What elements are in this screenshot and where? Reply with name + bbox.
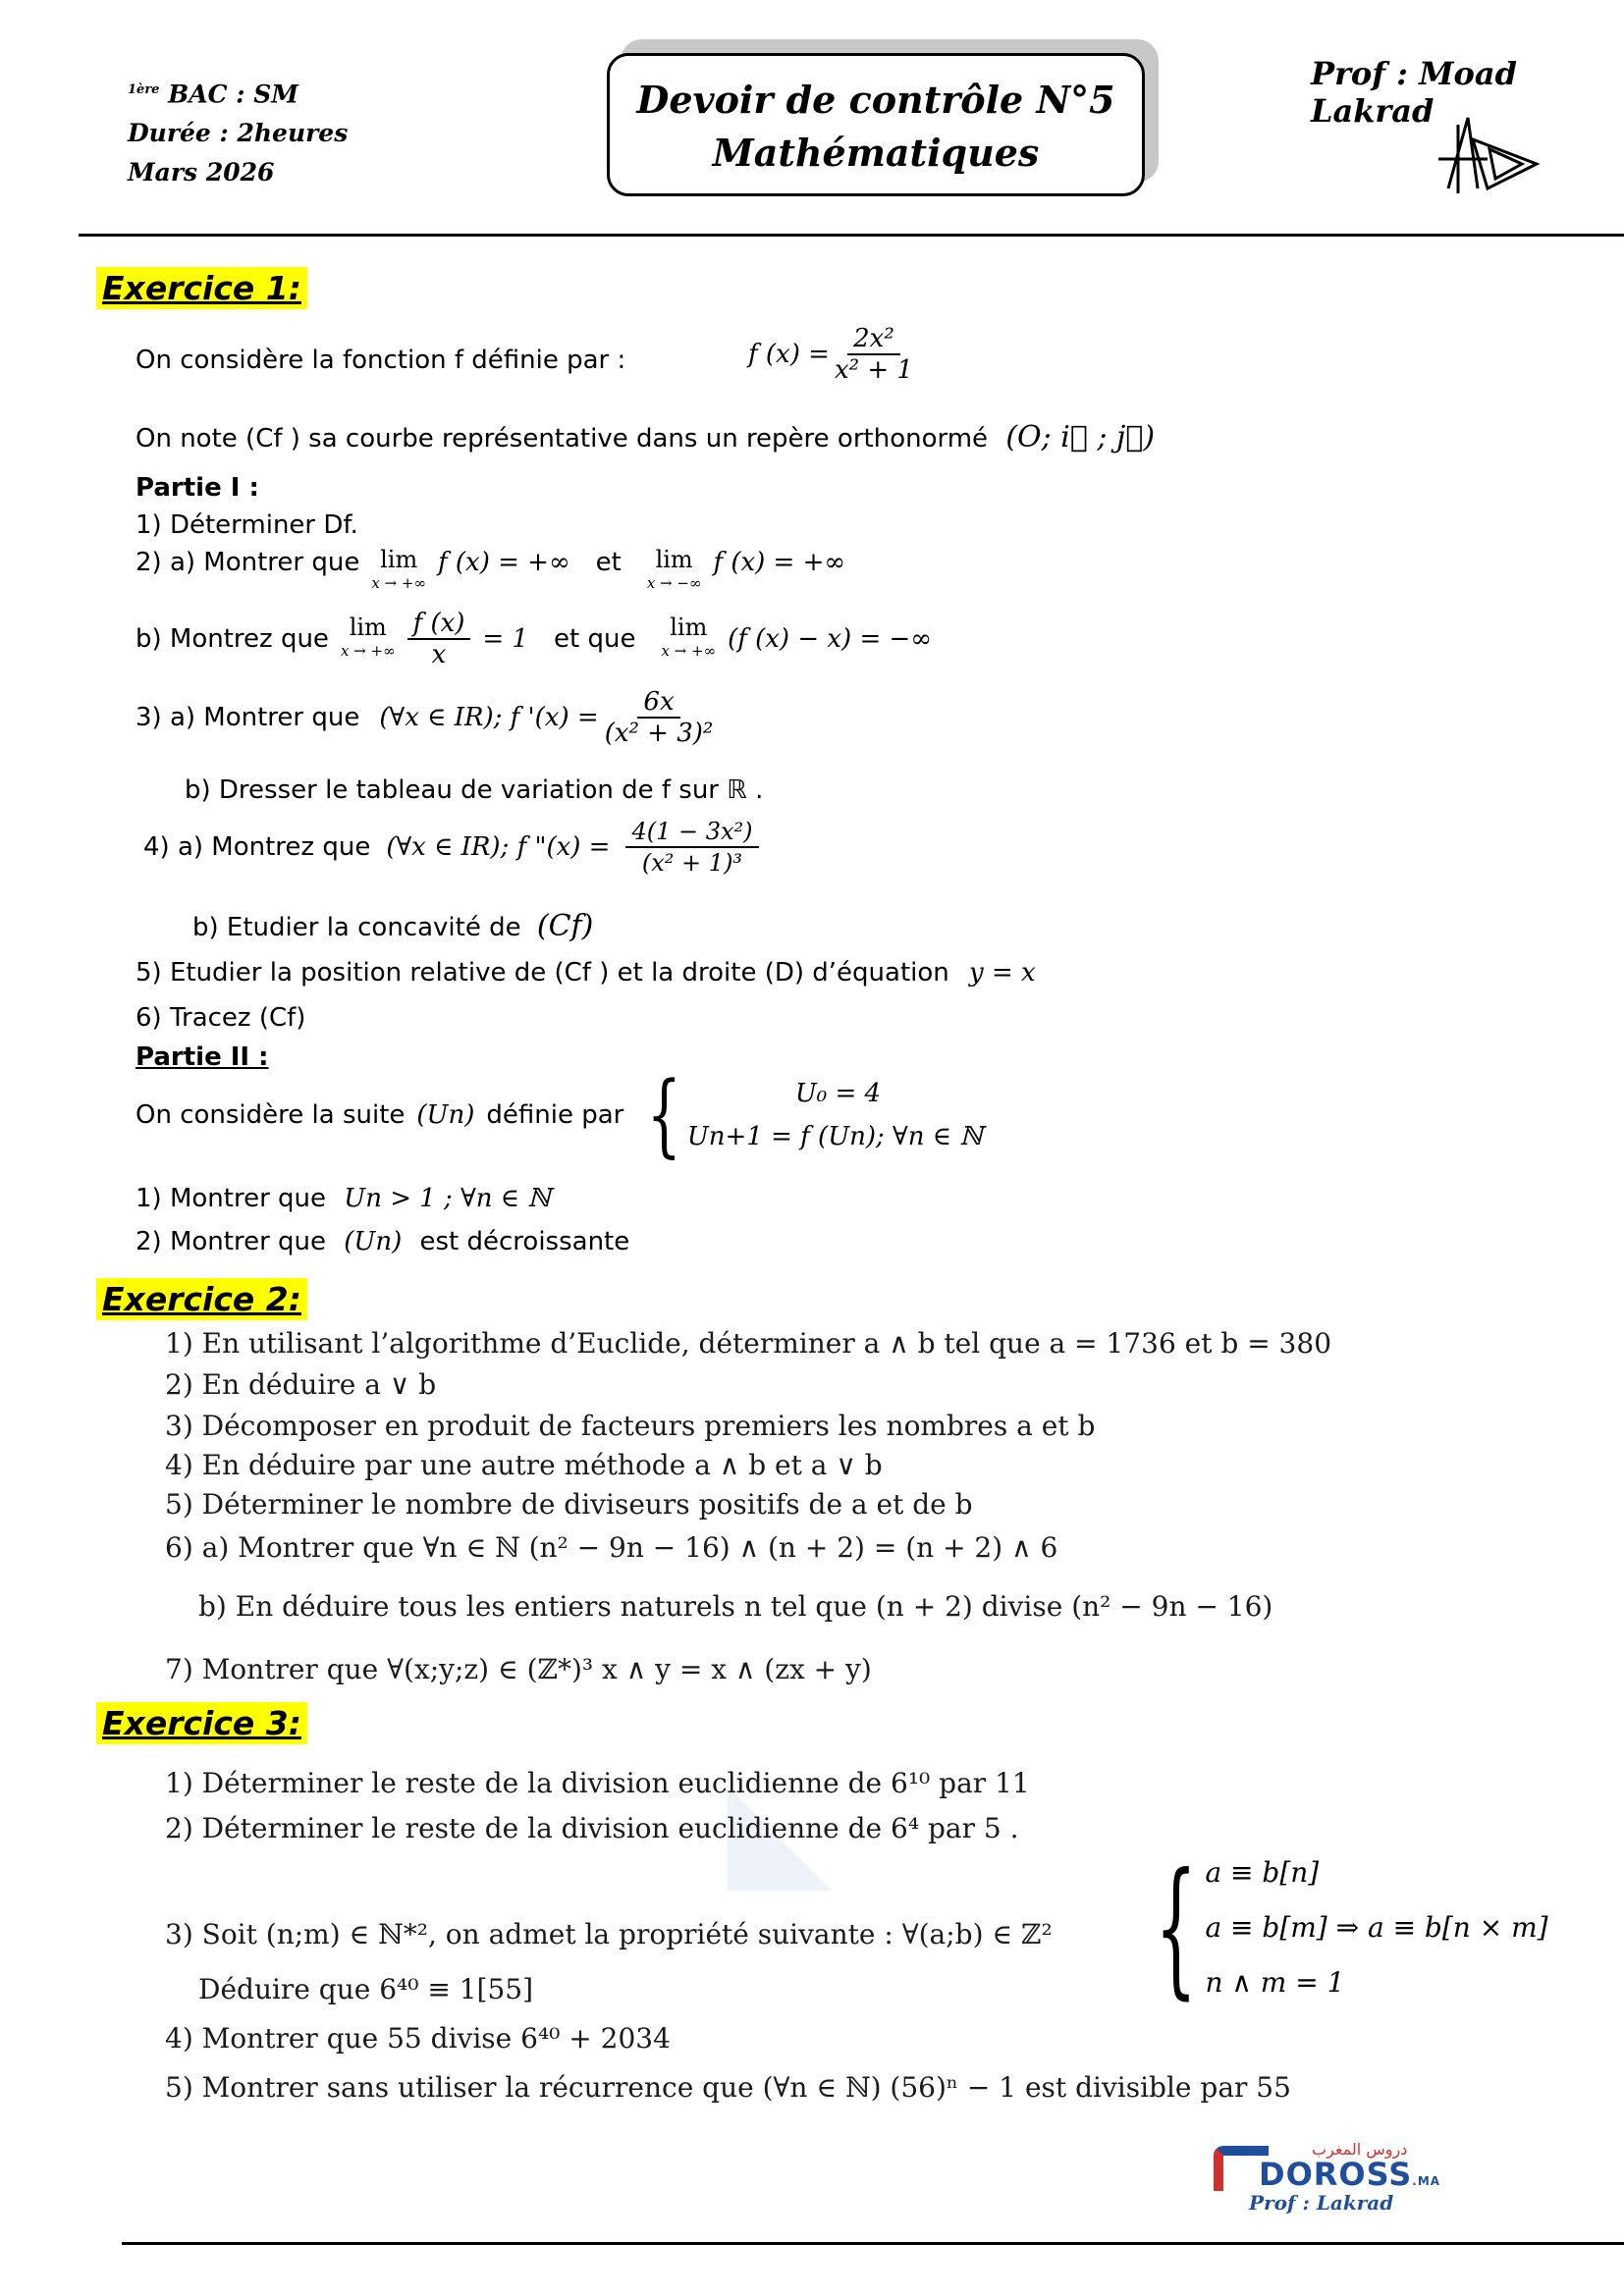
ex1-q4b: b) Etudier la concavité de (Cf) (192, 909, 594, 943)
ex2-q1: 1) En utilisant l’algorithme d’Euclide, déterminer a ∧ b tel que a = 1736 et b = 380 (165, 1327, 1332, 1360)
header-rule (79, 234, 1624, 237)
ex1-q2b: b) Montrez que lim x → +∞ $\frac{f (x)}{x}$ = 1 et que lim x → +∞ (f (x) − x) = −∞ (135, 609, 932, 669)
ex1-f-definition: f (x) = $\frac{\text{2x²}}{\text{x² + 1}}$ (748, 324, 913, 385)
ex1-q2a: 2) a) Montrer que lim x → +∞ f (x) = +∞ et lim x → −∞ f (x) = +∞ (135, 546, 846, 592)
part1-title: Partie I : (135, 473, 259, 503)
system-line-1: a ≡ b[n] (1205, 1856, 1320, 1889)
exercise-2-title: Exercice 2: (96, 1278, 307, 1320)
page-title: Devoir de contrôle N°5 (636, 78, 1115, 122)
duration: Durée : 2heures (128, 119, 349, 148)
title-box (607, 53, 1145, 196)
ex3-q3: 3) Soit (n;m) ∈ ℕ*², on admet la propriété suivante : ∀(a;b) ∈ ℤ² (165, 1918, 1053, 1950)
page-subtitle: Mathématiques (712, 131, 1040, 175)
ex2-q6b: b) En déduire tous les entiers naturels n tel que (n + 2) divise (n² − 9n − 16) (198, 1590, 1273, 1623)
part2-title: Partie II : (135, 1042, 269, 1072)
watermark-shape: ◣ (727, 1747, 833, 1907)
footer-rule (122, 2242, 1624, 2245)
ex1-p2-q2: 2) Montrer que (Un) est décroissante (135, 1227, 630, 1256)
doross-logo: دروس المغرب DOROSS.MA Prof : Lakrad (1214, 2140, 1469, 2218)
ex2-q6a: 6) a) Montrer que ∀n ∈ ℕ (n² − 9n − 16) ∧ (n + 2) = (n + 2) ∧ 6 (165, 1531, 1058, 1564)
ex3-q3-deduce: Déduire que 6⁴⁰ ≡ 1[55] (198, 1973, 534, 2005)
exercise-1-title: Exercice 1: (96, 267, 307, 309)
ex1-note: On note (Cf ) sa courbe représentative dans un repère orthonormé (O; i⃗ ; j⃗) (135, 420, 1156, 454)
ex3-q4: 4) Montrer que 55 divise 6⁴⁰ + 2034 (165, 2022, 671, 2055)
system-line-3: n ∧ m = 1 (1205, 1966, 1345, 1999)
ex3-q5: 5) Montrer sans utiliser la récurrence que (∀n ∈ ℕ) (56)ⁿ − 1 est divisible par 55 (165, 2071, 1291, 2104)
ex3-property-system (1129, 1842, 1548, 2013)
system-line-2: a ≡ b[m] ⇒ a ≡ b[n × m] (1205, 1911, 1548, 1944)
ex2-q7: 7) Montrer que ∀(x;y;z) ∈ (ℤ*)³ x ∧ y = x ∧ (zx + y) (165, 1653, 872, 1685)
prof-name: Prof : Moad Lakrad (1311, 55, 1517, 130)
ex2-q5: 5) Déterminer le nombre de diviseurs positifs de a et de b (165, 1488, 973, 1521)
ex1-q3a: 3) a) Montrer que (∀x ∈ IR); f '(x) = $\frac{6x}{\text{(x² + 3)²}}$ (135, 687, 714, 748)
ex2-q2: 2) En déduire a ∨ b (165, 1368, 437, 1401)
ex1-q1: 1) Déterminer Df. (135, 510, 358, 540)
ex3-q1: 1) Déterminer le reste de la division euclidienne de 6¹⁰ par 11 (165, 1767, 1030, 1799)
ex1-q4a: 4) a) Montrez que (∀x ∈ IR); f "(x) = $\frac{\text{4(1 − 3x²)}}{\text{(x² + 1)³}}$ (143, 817, 759, 878)
ex1-intro: On considère la fonction f définie par : (135, 346, 626, 375)
system-brace: { (1155, 1842, 1198, 2013)
ex1-q3b: b) Dresser le tableau de variation de f sur ℝ . (185, 775, 764, 805)
ex1-p2-q1: 1) Montrer que Un > 1 ; ∀n ∈ ℕ (135, 1184, 552, 1213)
header-info (128, 71, 348, 192)
geometry-tools-icon (1429, 110, 1546, 198)
date: Mars 2026 (128, 158, 275, 187)
level: $^{1ère}$ BAC : SM (128, 80, 298, 109)
ex1-sequence-def: On considère la suite (Un) définie par { U₀ = 4 Un+1 = f (Un); ∀n ∈ ℕ (135, 1062, 984, 1167)
ex2-q4: 4) En déduire par une autre méthode a ∧ b et a ∨ b (165, 1449, 883, 1481)
ex2-q3: 3) Décomposer en produit de facteurs premiers les nombres a et b (165, 1410, 1096, 1442)
ex3-q2: 2) Déterminer le reste de la division euclidienne de 6⁴ par 5 . (165, 1812, 1019, 1844)
ex1-q6: 6) Tracez (Cf) (135, 1003, 306, 1033)
exercise-3-title: Exercice 3: (96, 1702, 307, 1744)
ex1-q5: 5) Etudier la position relative de (Cf ) et la droite (D) d’équation y = x (135, 958, 1036, 988)
